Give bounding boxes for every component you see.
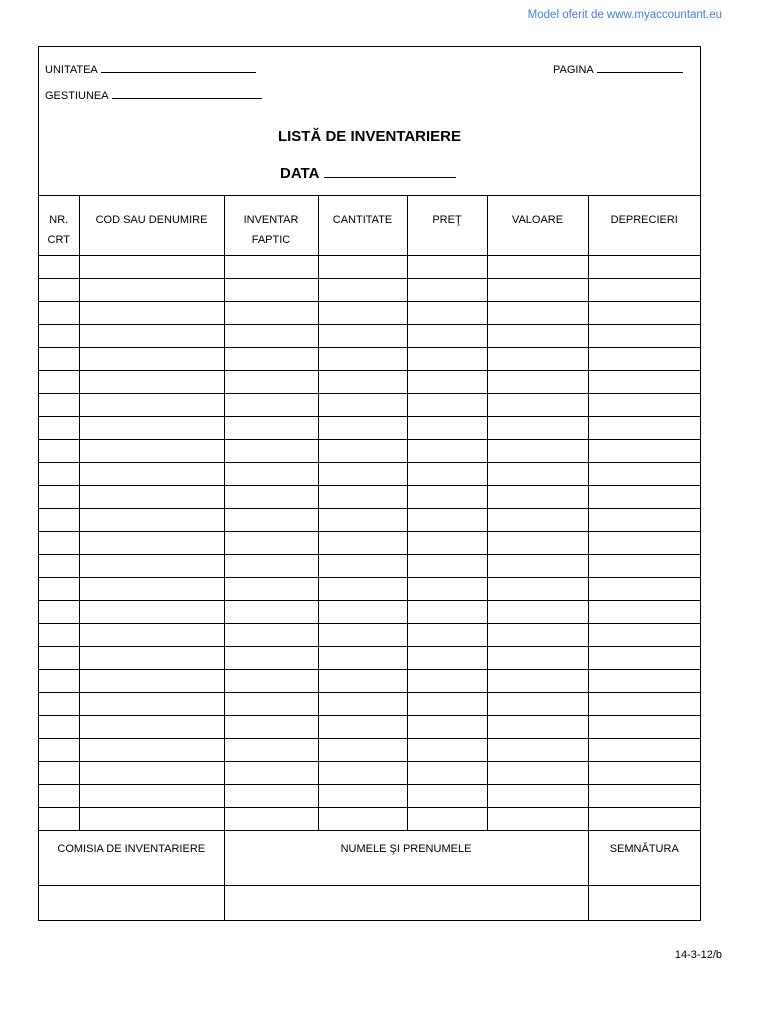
table-cell[interactable] [487, 738, 588, 761]
table-cell[interactable] [224, 278, 318, 301]
column-header-cantitate: CANTITATE [318, 195, 407, 255]
table-cell[interactable] [39, 370, 79, 393]
table-cell[interactable] [224, 692, 318, 715]
table-cell[interactable] [318, 347, 407, 370]
table-cell[interactable] [79, 416, 224, 439]
table-cell[interactable] [588, 439, 700, 462]
signature-cell[interactable] [588, 885, 700, 921]
table-cell[interactable] [79, 508, 224, 531]
table-cell[interactable] [487, 324, 588, 347]
table-cell[interactable] [407, 784, 487, 807]
table-cell[interactable] [407, 485, 487, 508]
table-cell[interactable] [588, 669, 700, 692]
table-row [39, 485, 700, 508]
table-cell[interactable] [39, 531, 79, 554]
table-cell[interactable] [224, 761, 318, 784]
table-cell[interactable] [318, 301, 407, 324]
table-cell[interactable] [588, 393, 700, 416]
table-cell[interactable] [79, 623, 224, 646]
table-cell[interactable] [407, 623, 487, 646]
column-header-pret: PREŢ [407, 195, 487, 255]
table-cell[interactable] [39, 554, 79, 577]
table-cell[interactable] [318, 462, 407, 485]
table-cell[interactable] [79, 646, 224, 669]
table-row [39, 738, 700, 761]
table-cell[interactable] [487, 462, 588, 485]
table-cell[interactable] [588, 278, 700, 301]
date-blank[interactable] [324, 164, 456, 178]
table-row [39, 554, 700, 577]
table-cell[interactable] [487, 347, 588, 370]
name-cell[interactable] [224, 885, 588, 921]
table-cell[interactable] [79, 761, 224, 784]
table-cell[interactable] [39, 462, 79, 485]
table-cell[interactable] [318, 623, 407, 646]
commission-label: COMISIA DE INVENTARIERE [39, 830, 224, 885]
table-cell[interactable] [318, 278, 407, 301]
table-cell[interactable] [79, 784, 224, 807]
table-row [39, 462, 700, 485]
table-cell[interactable] [224, 577, 318, 600]
table-cell[interactable] [588, 370, 700, 393]
table-row [39, 416, 700, 439]
table-cell[interactable] [39, 439, 79, 462]
table-cell[interactable] [318, 485, 407, 508]
table-cell[interactable] [39, 738, 79, 761]
table-cell[interactable] [79, 370, 224, 393]
form-title: LISTĂ DE INVENTARIERE [277, 128, 462, 145]
table-cell[interactable] [79, 255, 224, 278]
table-cell[interactable] [39, 278, 79, 301]
table-cell[interactable] [318, 600, 407, 623]
commission-cell[interactable] [39, 885, 224, 921]
table-cell[interactable] [407, 577, 487, 600]
table-cell[interactable] [224, 508, 318, 531]
table-cell[interactable] [39, 255, 79, 278]
table-cell[interactable] [487, 416, 588, 439]
table-cell[interactable] [588, 485, 700, 508]
table-cell[interactable] [487, 370, 588, 393]
table-row [39, 669, 700, 692]
form-code: 14-3-12/b [674, 949, 722, 961]
table-cell[interactable] [407, 738, 487, 761]
table-cell[interactable] [407, 439, 487, 462]
table-cell[interactable] [79, 738, 224, 761]
table-row [39, 255, 700, 278]
table-cell[interactable] [487, 554, 588, 577]
table-cell[interactable] [487, 715, 588, 738]
table-cell[interactable] [224, 738, 318, 761]
table-cell[interactable] [224, 554, 318, 577]
table-cell[interactable] [487, 692, 588, 715]
table-row [39, 784, 700, 807]
table-header-row [39, 195, 700, 255]
gestiunea-label: GESTIUNEA [45, 90, 109, 102]
table-cell[interactable] [39, 577, 79, 600]
table-cell[interactable] [224, 324, 318, 347]
table-cell[interactable] [224, 715, 318, 738]
inventory-table [39, 195, 700, 831]
table-cell[interactable] [318, 255, 407, 278]
table-cell[interactable] [487, 623, 588, 646]
table-cell[interactable] [39, 669, 79, 692]
table-cell[interactable] [588, 715, 700, 738]
table-cell[interactable] [588, 255, 700, 278]
table-cell[interactable] [224, 370, 318, 393]
table-cell[interactable] [318, 439, 407, 462]
table-row [39, 646, 700, 669]
table-cell[interactable] [224, 600, 318, 623]
table-cell[interactable] [39, 416, 79, 439]
commission-table [39, 830, 700, 921]
date-label: DATA [280, 165, 320, 182]
table-cell[interactable] [487, 784, 588, 807]
name-label: NUMELE ŞI PRENUMELE [224, 830, 588, 885]
table-cell[interactable] [487, 278, 588, 301]
table-cell[interactable] [487, 646, 588, 669]
column-header-deprecieri: DEPRECIERI [588, 195, 700, 255]
table-cell[interactable] [39, 784, 79, 807]
table-cell[interactable] [318, 393, 407, 416]
table-cell[interactable] [487, 485, 588, 508]
table-cell[interactable] [407, 370, 487, 393]
table-cell[interactable] [224, 301, 318, 324]
table-row [39, 531, 700, 554]
table-cell[interactable] [318, 554, 407, 577]
table-cell[interactable] [588, 301, 700, 324]
unitatea-field [45, 62, 256, 76]
table-cell[interactable] [588, 324, 700, 347]
table-cell[interactable] [79, 577, 224, 600]
table-cell[interactable] [79, 462, 224, 485]
gestiunea-field [45, 88, 262, 102]
table-cell[interactable] [407, 508, 487, 531]
table-cell[interactable] [588, 347, 700, 370]
table-cell[interactable] [407, 462, 487, 485]
table-cell[interactable] [407, 669, 487, 692]
table-cell[interactable] [318, 646, 407, 669]
table-cell[interactable] [407, 761, 487, 784]
table-cell[interactable] [588, 462, 700, 485]
pagina-label: PAGINA [553, 64, 594, 76]
table-cell[interactable] [588, 784, 700, 807]
table-cell[interactable] [588, 807, 700, 830]
table-cell[interactable] [224, 807, 318, 830]
table-cell[interactable] [224, 531, 318, 554]
gestiunea-blank[interactable] [112, 88, 262, 99]
table-row [39, 324, 700, 347]
pagina-field [553, 62, 683, 76]
table-cell[interactable] [79, 531, 224, 554]
table-cell[interactable] [588, 416, 700, 439]
inventory-form [38, 46, 701, 921]
table-cell[interactable] [487, 807, 588, 830]
table-cell[interactable] [407, 255, 487, 278]
table-cell[interactable] [588, 577, 700, 600]
table-cell[interactable] [39, 761, 79, 784]
table-cell[interactable] [407, 301, 487, 324]
unitatea-blank[interactable] [101, 62, 256, 73]
table-row [39, 715, 700, 738]
table-cell[interactable] [79, 301, 224, 324]
table-cell[interactable] [407, 692, 487, 715]
table-row [39, 439, 700, 462]
table-cell[interactable] [407, 416, 487, 439]
table-row [39, 301, 700, 324]
table-row [39, 623, 700, 646]
table-cell[interactable] [407, 324, 487, 347]
table-cell[interactable] [318, 416, 407, 439]
table-cell[interactable] [79, 439, 224, 462]
column-header-nr-crt: NR. CRT [39, 195, 79, 255]
table-cell[interactable] [79, 692, 224, 715]
table-cell[interactable] [588, 738, 700, 761]
table-cell[interactable] [318, 761, 407, 784]
table-cell[interactable] [79, 347, 224, 370]
signature-label: SEMNĂTURA [588, 830, 700, 885]
table-cell[interactable] [407, 646, 487, 669]
table-cell[interactable] [79, 554, 224, 577]
table-cell[interactable] [39, 646, 79, 669]
table-cell[interactable] [224, 669, 318, 692]
table-cell[interactable] [224, 784, 318, 807]
table-cell[interactable] [39, 347, 79, 370]
table-cell[interactable] [487, 393, 588, 416]
table-cell[interactable] [487, 255, 588, 278]
table-cell[interactable] [79, 600, 224, 623]
column-header-inventar-faptic: INVENTAR FAPTIC [224, 195, 318, 255]
table-cell[interactable] [407, 531, 487, 554]
table-cell[interactable] [487, 301, 588, 324]
table-cell[interactable] [318, 370, 407, 393]
table-cell[interactable] [487, 600, 588, 623]
table-row [39, 347, 700, 370]
table-row [39, 577, 700, 600]
table-cell[interactable] [407, 393, 487, 416]
table-cell[interactable] [39, 600, 79, 623]
table-cell[interactable] [318, 738, 407, 761]
table-cell[interactable] [79, 393, 224, 416]
table-cell[interactable] [318, 784, 407, 807]
table-cell[interactable] [39, 485, 79, 508]
table-cell[interactable] [407, 715, 487, 738]
table-cell[interactable] [79, 669, 224, 692]
table-cell[interactable] [224, 255, 318, 278]
table-cell[interactable] [588, 508, 700, 531]
table-cell[interactable] [224, 485, 318, 508]
pagina-blank[interactable] [597, 62, 683, 73]
table-cell[interactable] [39, 508, 79, 531]
table-row [39, 600, 700, 623]
table-cell[interactable] [79, 324, 224, 347]
table-cell[interactable] [39, 692, 79, 715]
table-cell[interactable] [407, 807, 487, 830]
table-row [39, 807, 700, 830]
watermark-text: Model oferit de www.myaccountant.eu [527, 9, 722, 21]
table-cell[interactable] [79, 715, 224, 738]
table-cell[interactable] [39, 301, 79, 324]
table-cell[interactable] [318, 531, 407, 554]
table-cell[interactable] [224, 416, 318, 439]
table-cell[interactable] [588, 692, 700, 715]
table-cell[interactable] [588, 554, 700, 577]
unitatea-label: UNITATEA [45, 64, 98, 76]
table-cell[interactable] [318, 669, 407, 692]
table-cell[interactable] [407, 278, 487, 301]
table-cell[interactable] [318, 508, 407, 531]
table-cell[interactable] [224, 347, 318, 370]
table-cell[interactable] [487, 508, 588, 531]
table-cell[interactable] [39, 715, 79, 738]
date-field [280, 164, 456, 182]
table-cell[interactable] [224, 462, 318, 485]
table-cell[interactable] [318, 577, 407, 600]
table-cell[interactable] [39, 623, 79, 646]
table-cell[interactable] [318, 692, 407, 715]
table-cell[interactable] [588, 646, 700, 669]
table-cell[interactable] [487, 531, 588, 554]
table-cell[interactable] [487, 439, 588, 462]
table-cell[interactable] [588, 761, 700, 784]
table-row [39, 370, 700, 393]
table-cell[interactable] [318, 807, 407, 830]
column-header-cod-denumire: COD SAU DENUMIRE [79, 195, 224, 255]
table-row [39, 278, 700, 301]
table-row [39, 761, 700, 784]
table-cell[interactable] [588, 623, 700, 646]
table-cell[interactable] [407, 554, 487, 577]
table-cell[interactable] [224, 623, 318, 646]
column-header-valoare: VALOARE [487, 195, 588, 255]
table-cell[interactable] [588, 600, 700, 623]
table-cell[interactable] [487, 761, 588, 784]
table-cell[interactable] [318, 715, 407, 738]
table-cell[interactable] [224, 439, 318, 462]
commission-header-row [39, 830, 700, 885]
table-cell[interactable] [588, 531, 700, 554]
table-row [39, 393, 700, 416]
table-cell[interactable] [224, 393, 318, 416]
table-cell[interactable] [79, 278, 224, 301]
table-cell[interactable] [407, 347, 487, 370]
table-cell[interactable] [39, 807, 79, 830]
form-header [39, 47, 700, 196]
table-cell[interactable] [39, 324, 79, 347]
table-cell[interactable] [487, 577, 588, 600]
table-cell[interactable] [79, 807, 224, 830]
table-cell[interactable] [224, 646, 318, 669]
table-cell[interactable] [79, 485, 224, 508]
table-cell[interactable] [318, 324, 407, 347]
commission-entry-row [39, 885, 700, 921]
table-row [39, 508, 700, 531]
table-row [39, 692, 700, 715]
table-cell[interactable] [487, 669, 588, 692]
table-cell[interactable] [39, 393, 79, 416]
table-cell[interactable] [407, 600, 487, 623]
